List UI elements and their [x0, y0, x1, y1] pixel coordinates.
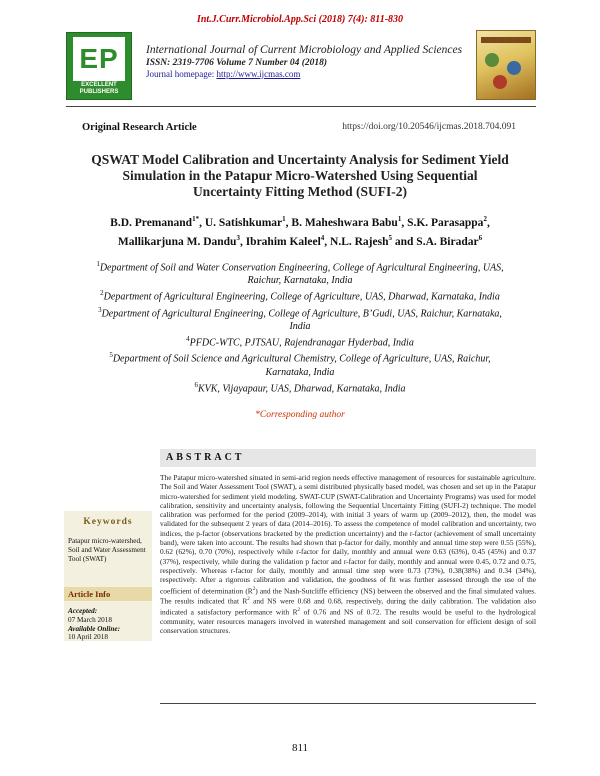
running-head: Int.J.Curr.Microbiol.App.Sci (2018) 7(4): 811-830 — [196, 14, 404, 25]
journal-cover-image — [476, 30, 536, 100]
author-separator: and — [392, 235, 417, 248]
author-name: B.D. Premanand — [110, 216, 193, 229]
author-affiliation-mark: 5 — [388, 233, 392, 242]
journal-header — [66, 30, 536, 100]
homepage-label: Journal homepage: — [146, 69, 217, 79]
affiliation — [90, 379, 510, 395]
page-number: 811 — [291, 742, 309, 754]
accepted-date: 07 March 2018 — [68, 615, 112, 624]
author-name: Mallikarjuna M. Dandu — [117, 235, 237, 248]
author-name: N.L. Rajesh — [330, 235, 389, 248]
author-separator: , — [324, 235, 331, 248]
affiliation-text: KVK, Vijayapaur, UAS, Dharwad, Karnataka, India — [197, 382, 406, 394]
affiliation-text: Department of Agricultural Engineering, College of Agriculture, B’Gudi, UAS, Raichur, Karnataka, India — [101, 307, 502, 332]
author-name: S.K. Parasappa — [407, 216, 484, 229]
affiliation-number: 4 — [186, 334, 190, 343]
abstract-segment: and NS were 0.68 and 0.68, respectively, during the daily calibration. The validation also indicated a satisfactory performance with R — [160, 596, 537, 617]
affiliation — [90, 333, 510, 349]
abstract-segment: ) and the Nash-Sutcliffe efficiency (NS) between the observed and the final simulated values. The results indicated that R — [160, 586, 536, 606]
author-separator: , — [199, 216, 205, 229]
abstract-segment: The Patapur micro-watershed situated in semi-arid region needs effective management of resources for sustainable agriculture. The Soil and Water Assessment Tool (SWAT), a semi distributed physically based model, was chosen and set up in the Patapur micro-watershed for sediment yield modeling. SWAT-CUP (SWAT-Calibration and Uncertainty Programs) was used for model calibration, sensitivity and uncertainty analysis, following the Sequential Uncertainty Fitting (SUFI-2) technique. The model calibration was performed for the period (2009–2014), with initial 3 years of warm up (2009–2012), then, the model was validated for the subsequent 2 years of data (2014–2016). To assess the competence of model calibration and uncertainty, two indices, the p-factor (observations bracketed by the prediction uncertainty) and the r-factor (achievement of small uncertainty band), were taken into account. The results had shown that p-factor for daily, monthly and annual time step were 0.55 (55%), 0.62 (62%), 0.70 (70%), respectively while r-factor for daily, monthly and annual were 0.63 (63%), 0.45 (45%) and 0.37 (37%), respectively, while during the validation p factor and r-factor for daily, monthly and annual were 0.45, 0.72 and 0.75, respectively. Whereas r-factor for daily, monthly and annual time step were 0.73 (73%), 0.38(38%) and 0.34 (34%), respectively. After a rigorous calibration and validation, the goodness of fit was further assessed through the use of the coefficient of determination (R — [160, 473, 536, 596]
author-affiliation-mark: 4 — [320, 233, 325, 242]
author-name: Ibrahim Kaleel — [245, 235, 321, 248]
online-label: Available Online: — [68, 624, 120, 633]
affiliation-number: 5 — [109, 351, 113, 360]
abstract-heading-bar — [160, 449, 536, 467]
abstract-heading: ABSTRACT — [166, 452, 245, 463]
abstract-text — [160, 473, 536, 635]
publisher-logo-letters: EP — [73, 37, 125, 81]
doi-link[interactable]: https://doi.org/10.20546/ijcmas.2018.704.091 — [342, 122, 516, 132]
abstract-segment: of 0.76 and NS of 0.72. The results would be useful to the hydrological community, water resources managers involved in watershed management and soil conservation for efficient design of soil conservation structures. — [160, 607, 536, 636]
keywords-text: Patapur micro-watershed, Soil and Water Assessment Tool (SWAT) — [68, 537, 146, 563]
journal-name: International Journal of Current Microbiology and Applied Sciences — [146, 44, 463, 56]
abstract-superscript: 2 — [252, 586, 256, 592]
author-affiliation-mark: 1* — [192, 215, 200, 223]
cover-band — [481, 37, 531, 43]
keywords-heading: Keywords — [83, 517, 133, 527]
cover-circle — [507, 61, 521, 75]
cover-circle — [485, 53, 499, 67]
author-name: S.A. Biradar — [416, 235, 479, 248]
affiliation-text: Department of Agricultural Engineering, College of Agriculture, UAS, Dharwad, Karnataka, India — [103, 291, 500, 303]
homepage-link[interactable]: http://www.ijcmas.com — [216, 69, 301, 79]
journal-info — [146, 44, 462, 79]
publisher-logo-text: EXCELLENT PUBLISHERS — [79, 82, 119, 95]
accepted-label: Accepted: — [68, 607, 98, 615]
journal-homepage — [146, 69, 462, 79]
affiliation — [90, 349, 510, 378]
online-date: 10 April 2018 — [68, 633, 108, 642]
author-separator: , — [285, 216, 292, 229]
affiliation-number: 3 — [98, 305, 102, 314]
affiliation-text: Department of Soil and Water Conservation Engineering, College of Agricultural Engineering, UAS, Raichur, Karnataka, India — [99, 262, 504, 287]
publisher-logo — [66, 32, 132, 100]
corresponding-author-note: *Corresponding author — [255, 410, 345, 420]
article-dates — [68, 607, 150, 642]
article-info-heading: Article Info — [68, 589, 111, 599]
author-name: B. Maheshwara Babu — [291, 216, 398, 229]
affiliation-list — [90, 258, 510, 395]
author-affiliation-mark: 1 — [282, 215, 286, 223]
affiliation — [90, 258, 510, 287]
paper-title: QSWAT Model Calibration and Uncertainty Analysis for Sediment Yield Simulation in the Patapur Micro-Watershed Using Sequential Uncertainty Fitting Method (SUFI-2) — [91, 152, 509, 199]
author-affiliation-mark: 3 — [236, 233, 240, 242]
author-affiliation-mark: 1 — [397, 215, 402, 223]
abstract-superscript: 2 — [297, 608, 301, 614]
author-list — [80, 212, 520, 250]
author-separator: , — [239, 235, 246, 248]
affiliation-number: 6 — [194, 380, 198, 389]
journal-issn: ISSN: 2319-7706 Volume 7 Number 04 (2018) — [146, 58, 328, 68]
affiliation-number: 2 — [100, 289, 104, 298]
article-info-bar — [64, 587, 152, 601]
header-rule — [66, 106, 536, 107]
affiliation — [90, 287, 510, 303]
abstract-bottom-rule — [160, 703, 536, 704]
cover-circle — [493, 75, 507, 89]
article-sidebar — [64, 511, 152, 641]
affiliation — [90, 304, 510, 333]
abstract-superscript: 2 — [247, 597, 250, 603]
author-affiliation-mark: 6 — [478, 233, 483, 242]
author-affiliation-mark: 2 — [483, 215, 487, 223]
author-separator: , — [401, 216, 408, 229]
article-type: Original Research Article — [82, 122, 197, 133]
affiliation-text: PFDC-WTC, PJTSAU, Rajendranagar Hyderbad, India — [189, 337, 414, 349]
affiliation-number: 1 — [96, 260, 100, 268]
author-name: U. Satishkumar — [204, 216, 283, 229]
author-separator: , — [486, 216, 490, 229]
affiliation-text: Department of Soil Science and Agricultural Chemistry, College of Agriculture, UAS, Raichur, Karnataka, India — [112, 353, 491, 378]
